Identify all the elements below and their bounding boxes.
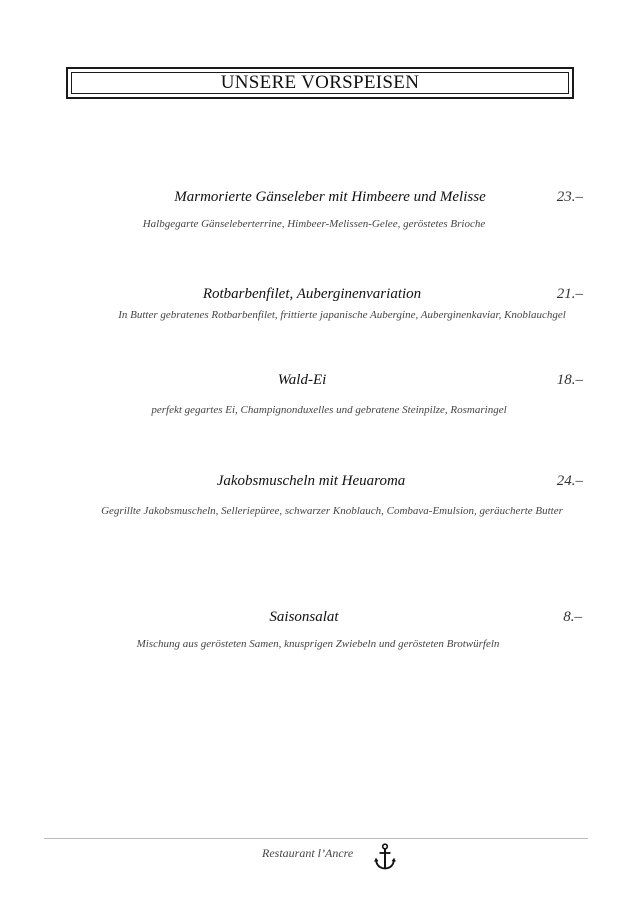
restaurant-name: Restaurant l’Ancre [262, 846, 354, 860]
footer-divider [44, 838, 588, 839]
dish-description: Mischung aus gerösteten Samen, knusprigen Zwiebeln und gerösteten Brotwürfeln [136, 638, 500, 650]
dish-price: 24.– [556, 473, 583, 489]
dish-price: 8.– [563, 609, 582, 625]
dish-description: Gegrillte Jakobsmuscheln, Selleriepüree, schwarzer Knoblauch, Combava-Emulsion, geräucherte Butter [101, 505, 563, 517]
section-header-inner-frame [71, 72, 569, 94]
dish-name: Wald-Ei [277, 372, 327, 388]
section-header [66, 67, 574, 99]
dish-description: In Butter gebratenes Rotbarbenfilet, frittierte japanische Aubergine, Auberginenkaviar, Knoblauchgel [118, 309, 566, 321]
dish-name: Marmorierte Gänseleber mit Himbeere und Melisse [174, 189, 486, 205]
dish-name: Rotbarbenfilet, Auberginenvariation [202, 286, 422, 302]
dish-price: 18.– [556, 372, 583, 388]
anchor-icon [374, 843, 396, 871]
dish-price: 21.– [556, 286, 583, 302]
dish-name: Saisonsalat [269, 609, 339, 625]
dish-description: Halbgegarte Gänseleberterrine, Himbeer-Melissen-Gelee, geröstetes Brioche [142, 218, 486, 230]
dish-price: 23.– [556, 189, 583, 205]
dish-name: Jakobsmuscheln mit Heuaroma [216, 473, 406, 489]
page-title: UNSERE VORSPEISEN [220, 72, 420, 93]
dish-description: perfekt gegartes Ei, Champignonduxelles und gebratene Steinpilze, Rosmaringel [151, 404, 507, 416]
